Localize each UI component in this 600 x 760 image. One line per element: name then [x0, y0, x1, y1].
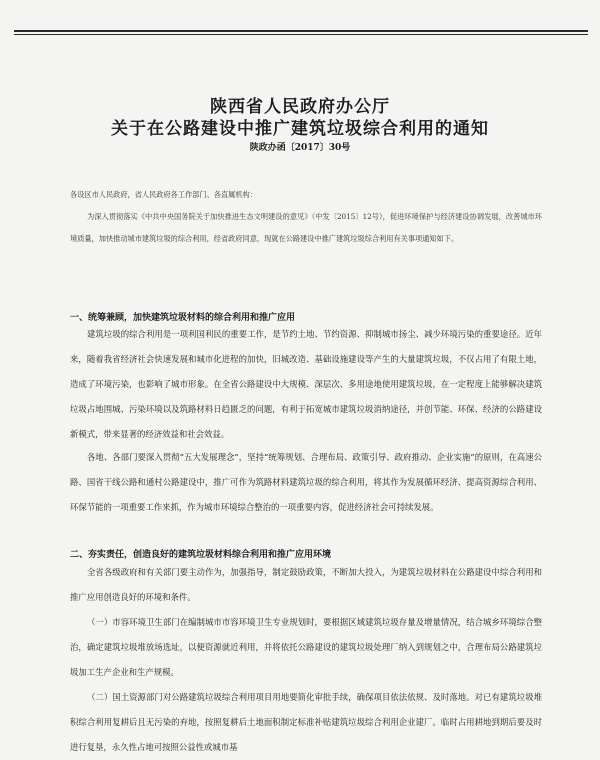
section-2-paragraph-3: （二）国土资源部门对公路建筑垃圾综合利用项目用地要简化审批手续，确保项目依法依规、及时落地。对已有建筑垃圾堆积综合利用复耕后且无污染的弃地，按照复耕后土地面积制定标准补贴建筑垃圾综合利用企业建厂。临时占用耕地到期后要及时进行复垦，永久性占地可按照公益性或城市基 [70, 692, 542, 752]
salutation: 各设区市人民政府，省人民政府各工作部门、各直属机构： [70, 190, 257, 199]
section-1-paragraph-2: 各地、各部门要深入贯彻“五大发展理念”，坚持“统筹规划、合理布局、政策引导、政府推动、企业实施”的原则，在高速公路、国省干线公路和通村公路建设中，推广可作为筑路材料建筑垃圾的综合利用，将其作为发展循环经济、提高资源综合利用、环保节能的一项重要工作来抓，作为城市环境综合整治的一项重要内容，促进经济社会可持续发展。 [70, 452, 542, 512]
title-line-1: 陕西省人民政府办公厅 [210, 97, 390, 117]
title-line-2: 关于在公路建设中推广建筑垃圾综合利用的通知 [111, 119, 489, 139]
section-2-paragraph-2: （一）市容环境卫生部门在编制城市市容环境卫生专业规划时，要根据区域建筑垃圾存量及增量情况，结合城乡环境综合整治，确定建筑垃圾堆放场选址，以便资源就近利用，并将依托公路建设的建筑垃圾处理厂纳入到规划之中，合理布局公路建筑垃圾加工生产企业和生产规模。 [70, 617, 542, 677]
intro-paragraph: 为深入贯彻落实《中共中央国务院关于加快推进生态文明建设的意见》（中发〔2015〕12号），促进环境保护与经济建设协调发展，改善城市环境质量，加快推动城市建筑垃圾的综合利用，经省政府同意，现就在公路建设中推广建筑垃圾综合利用有关事项通知如下。 [70, 212, 542, 243]
section-1-heading: 一、统筹兼顾，加快建筑垃圾材料的综合利用和推广应用 [70, 313, 296, 323]
header-rule-thin [14, 34, 588, 35]
section-2-heading: 二、夯实责任，创造良好的建筑垃圾材料综合利用和推广应用环境 [70, 550, 332, 560]
section-1-paragraph-1: 建筑垃圾的综合利用是一项利国利民的重要工作，是节约土地、节约资源、抑制城市扬尘、减少环境污染的重要途径。近年来，随着我省经济社会快速发展和城市化进程的加快，旧城改造、基础设施建设等产生的大量建筑垃圾，不仅占用了有限土地，造成了环境污染，也影响了城市形象。在全省公路建设中大规模、深层次、多用途地使用建筑垃圾，在一定程度上能够解决建筑垃圾占地围城、污染环境以及筑路材料日趋匮乏的问题，有利于拓宽城市建筑垃圾消纳途径，并创节能、环保、经济的公路建设新模式，带来显著的经济效益和社会效益。 [70, 329, 542, 439]
section-2-paragraph-1: 全省各级政府和有关部门要主动作为，加强指导，制定鼓励政策，不断加大投入，为建筑垃圾材料在公路建设中综合利用和推广应用创造良好的环境和条件。 [70, 567, 542, 602]
document-number: 陕政办函〔2017〕30号 [249, 143, 351, 153]
header-rule-thick [14, 30, 588, 32]
